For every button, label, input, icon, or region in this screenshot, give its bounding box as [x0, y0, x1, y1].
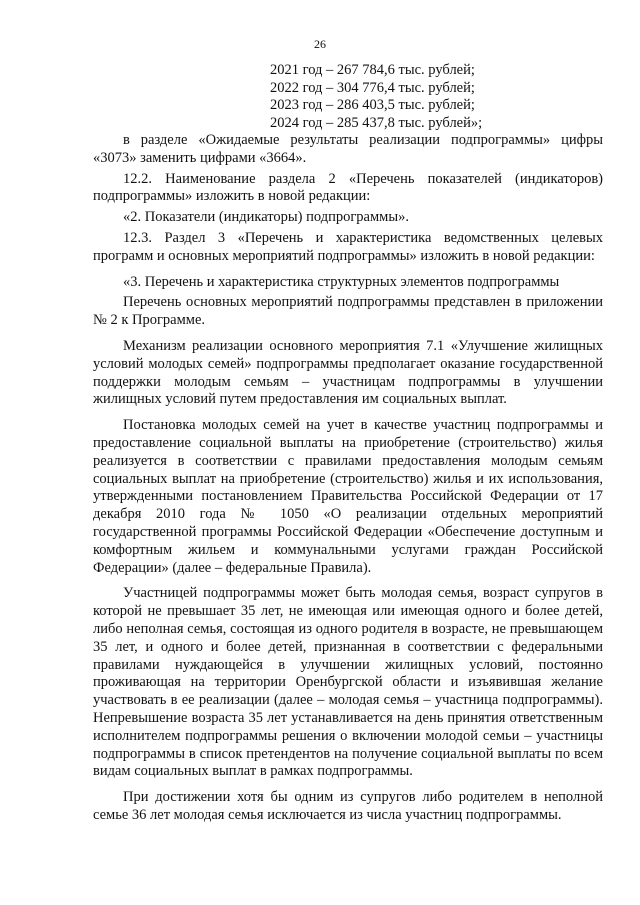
page-number: 26: [314, 37, 326, 51]
document-body: [93, 132, 603, 828]
paragraph-section-3-title: «3. Перечень и характеристика структурных элементов подпрограммы: [123, 273, 560, 290]
paragraph-12-2: 12.2. Наименование раздела 2 «Перечень показателей (индикаторов) подпрограммы» изложить в новой редакции:: [93, 170, 603, 205]
paragraph-activities-list: Перечень основных мероприятий подпрограммы представлен в приложении № 2 к Программе.: [93, 294, 603, 329]
paragraph-12-3: 12.3. Раздел 3 «Перечень и характеристика ведомственных целевых программ и основных мероприятий подпрограммы» изложить в новой редакции:: [93, 229, 603, 264]
amount-line-2023: 2023 год – 286 403,5 тыс. рублей;: [270, 97, 475, 114]
paragraph-mechanism: Механизм реализации основного мероприятия 7.1 «Улучшение жилищных условий молодых семей» подпрограммы предполагает оказание государственной поддержки молодым семьям – участницам подпрограммы в улучшении жилищных условий путем предоставления им социальных выплат.: [93, 337, 603, 408]
paragraph-exclusion: При достижении хотя бы одним из супругов либо родителем в неполной семье 36 лет молодая семья исключается из числа участниц подпрограммы.: [93, 789, 603, 823]
amount-line-2022: 2022 год – 304 776,4 тыс. рублей;: [270, 79, 475, 96]
paragraph-registration: Постановка молодых семей на учет в качестве участниц подпрограммы и предоставление социальной выплаты на приобретение (строительство) жилья реализуется в соответствии с правилами предоставления молодым семьям социальных выплат на приобретение (строительство) жилья и их использования, утвержденными постановлением Правительства Российской Федерации от 17 декабря 2010 года № 1050 «О реализации отдельных мероприятий государственной программы Российской Федерации «Обеспечение доступным и комфортным жильем и коммунальными услугами граждан Российской Федерации» (далее – федеральные Правила).: [93, 417, 603, 576]
amount-line-2024: 2024 год – 285 437,8 тыс. рублей»;: [270, 114, 483, 131]
amount-line-2021: 2021 год – 267 784,6 тыс. рублей;: [270, 62, 475, 78]
paragraph-expected-results: в разделе «Ожидаемые результаты реализации подпрограммы» цифры «3073» заменить цифрами «3664».: [93, 132, 603, 166]
funding-amounts-list: [270, 62, 482, 132]
paragraph-section-2-title: «2. Показатели (индикаторы) подпрограммы».: [123, 209, 409, 226]
paragraph-participant: Участницей подпрограммы может быть молодая семья, возраст супругов в которой не превышает 35 лет, не имеющая или имеющая одного и более детей, либо неполная семья, состоящая из одного родителя в возрасте, не превышающем 35 лет, и одного и более детей, признанная в соответствии с федеральными правилами нуждающейся в улучшении жилищных условий, постоянно проживающая на территории Оренбургской области и изъявившая желание участвовать в ее реализации (далее – молодая семья – участница подпрограммы). Непревышение возраста 35 лет устанавливается на день принятия ответственным исполнителем подпрограммы решения о включении молодой семьи – участницы подпрограммы в список претендентов на получение социальной выплаты по всем видам социальных выплат в рамках подпрограммы.: [93, 585, 603, 780]
